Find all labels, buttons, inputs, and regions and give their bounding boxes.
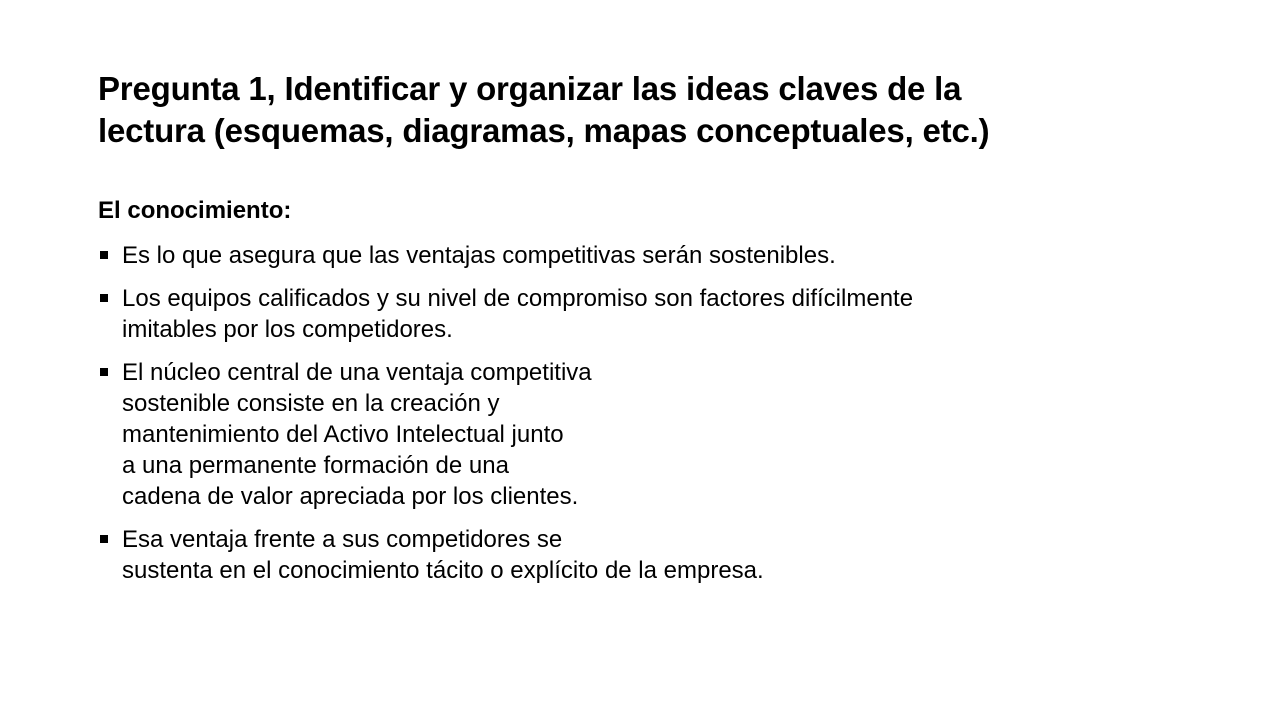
bullet-text-line: cadena de valor apreciada por los clientes. xyxy=(122,483,579,510)
square-bullet-icon xyxy=(100,368,108,376)
bullet-text-line: mantenimiento del Activo Intelectual junto xyxy=(122,421,564,448)
section-subheading: El conocimiento: xyxy=(98,197,292,224)
slide-title xyxy=(98,68,1218,152)
title-line: Pregunta 1, Identificar y organizar las ideas claves de la xyxy=(98,70,962,107)
bullet-text-line: El núcleo central de una ventaja competitiva xyxy=(122,359,592,386)
slide-body xyxy=(98,196,1218,598)
square-bullet-icon xyxy=(100,535,108,543)
square-bullet-icon xyxy=(100,294,108,302)
bullet-text-line: imitables por los competidores. xyxy=(122,316,453,343)
bullet-item xyxy=(98,524,1218,586)
bullet-text-line: a una permanente formación de una xyxy=(122,452,509,479)
bullet-item xyxy=(98,283,1218,345)
bullet-text-line: Esa ventaja frente a sus competidores se xyxy=(122,526,563,553)
bullet-item xyxy=(98,240,1218,271)
bullet-text-line: Es lo que asegura que las ventajas competitivas serán sostenibles. xyxy=(122,242,836,269)
bullet-text-line: Los equipos calificados y su nivel de compromiso son factores difícilmente xyxy=(122,285,914,312)
title-line: lectura (esquemas, diagramas, mapas conceptuales, etc.) xyxy=(98,112,990,149)
bullet-item xyxy=(98,357,1218,512)
bullet-text-line: sostenible consiste en la creación y xyxy=(122,390,500,417)
square-bullet-icon xyxy=(100,251,108,259)
bullet-text-line: sustenta en el conocimiento tácito o explícito de la empresa. xyxy=(122,557,764,584)
